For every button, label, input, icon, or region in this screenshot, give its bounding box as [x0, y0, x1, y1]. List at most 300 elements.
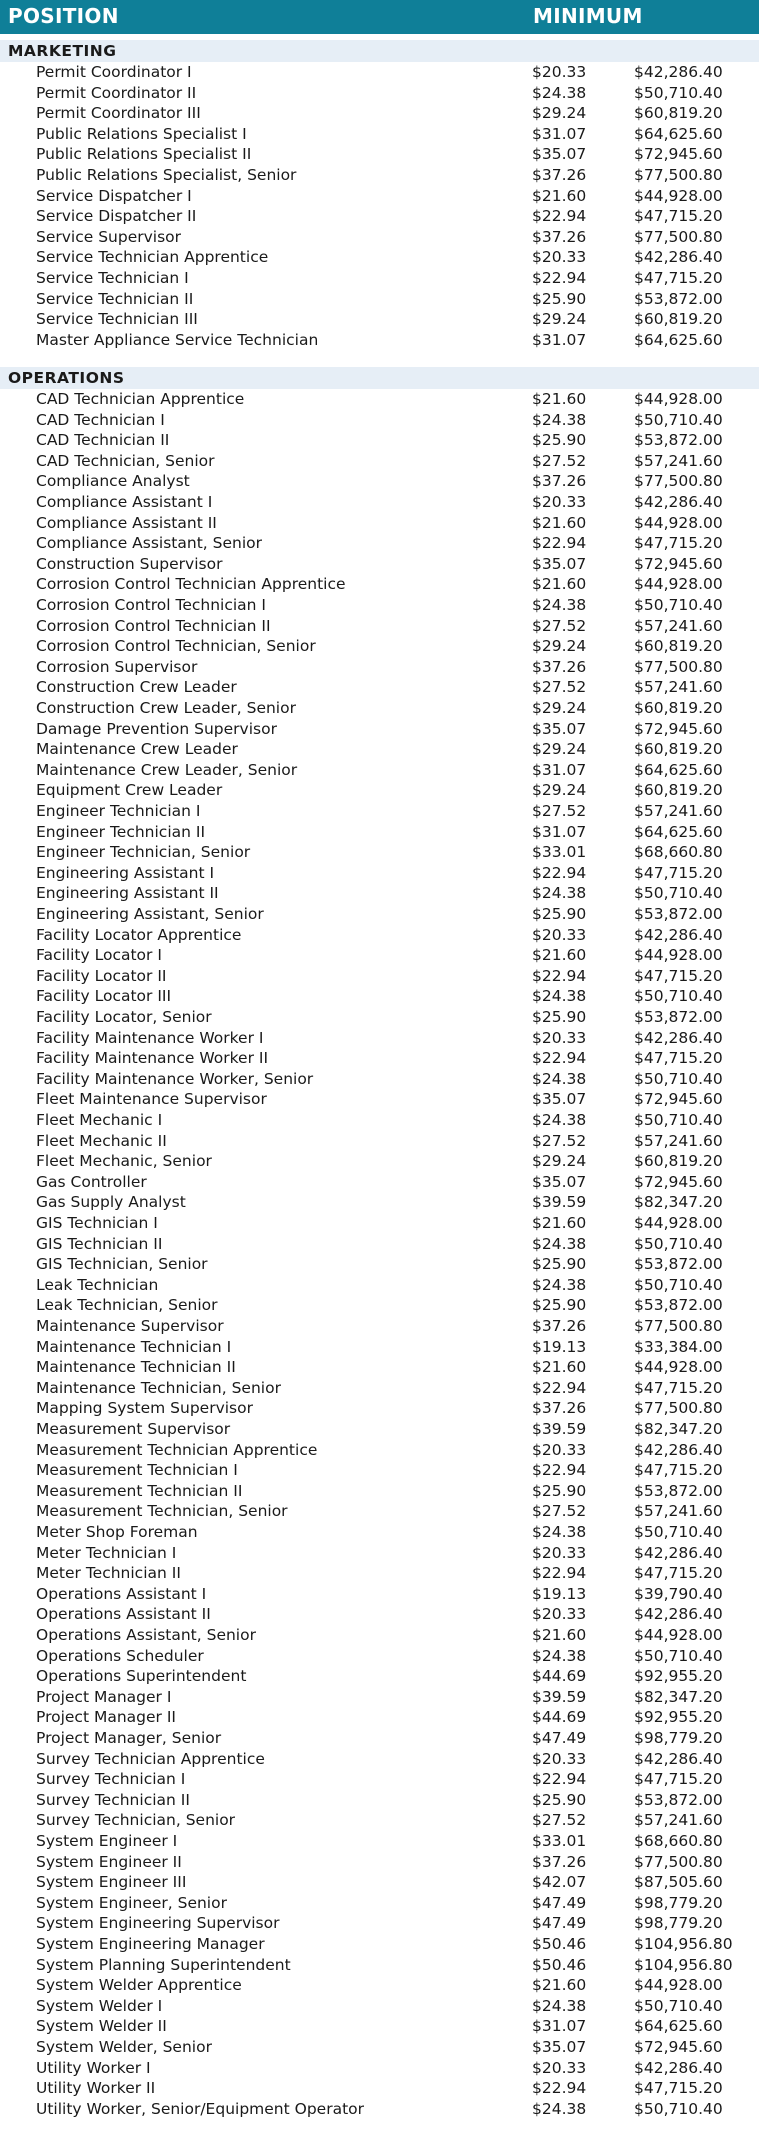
- section-heading: [0, 40, 759, 62]
- position-name: Service Technician II: [36, 289, 194, 308]
- hourly-minimum: $29.24: [532, 1152, 587, 1171]
- hourly-minimum: $25.90: [532, 1790, 587, 1809]
- annual-minimum: $68,660.80: [634, 1832, 723, 1850]
- position-name: System Planning Superintendent: [36, 1955, 291, 1974]
- position-name: Measurement Technician I: [36, 1461, 238, 1480]
- annual-minimum: $47,715.20: [634, 2079, 723, 2098]
- position-name: Project Manager II: [36, 1708, 176, 1727]
- position-name: Fleet Maintenance Supervisor: [36, 1090, 267, 1109]
- position-name: Facility Locator I: [36, 946, 162, 965]
- table-row: [0, 1378, 759, 1399]
- table-row: [0, 574, 759, 595]
- hourly-minimum: $33.01: [532, 843, 587, 862]
- annual-minimum: $77,500.80: [634, 166, 723, 184]
- table-row: [0, 739, 759, 760]
- annual-minimum: $87,505.60: [634, 1873, 723, 1892]
- table-row: [0, 657, 759, 678]
- annual-minimum: $50,710.40: [634, 410, 723, 429]
- table-row: [0, 1563, 759, 1584]
- table-row: [0, 289, 759, 310]
- annual-minimum: $50,710.40: [634, 1646, 723, 1665]
- table-row: [0, 1234, 759, 1255]
- annual-minimum: $53,872.00: [634, 289, 723, 308]
- annual-minimum: $77,500.80: [634, 1317, 723, 1335]
- position-name: Compliance Assistant I: [36, 493, 213, 511]
- hourly-minimum: $22.94: [532, 1770, 587, 1789]
- position-name: System Engineer I: [36, 1832, 178, 1850]
- hourly-minimum: $21.60: [532, 186, 587, 205]
- position-name: Public Relations Specialist I: [36, 124, 247, 143]
- hourly-minimum: $20.33: [532, 1028, 587, 1047]
- table-row: [0, 616, 759, 637]
- annual-minimum: $50,710.40: [634, 1275, 723, 1294]
- table-row: [0, 533, 759, 554]
- position-name: Public Relations Specialist II: [36, 145, 252, 164]
- position-name: Measurement Technician Apprentice: [36, 1440, 318, 1459]
- hourly-minimum: $27.52: [532, 1502, 587, 1521]
- table-row: [0, 945, 759, 966]
- position-name: Facility Maintenance Worker I: [36, 1028, 264, 1047]
- position-name: Operations Assistant, Senior: [36, 1626, 256, 1644]
- hourly-minimum: $19.13: [532, 1337, 587, 1356]
- table-row: [0, 780, 759, 801]
- hourly-minimum: $47.49: [532, 1729, 587, 1747]
- hourly-minimum: $24.38: [532, 884, 587, 903]
- table-row: [0, 1543, 759, 1564]
- annual-minimum: $50,710.40: [634, 596, 723, 614]
- table-row: [0, 247, 759, 268]
- annual-minimum: $42,286.40: [634, 1440, 723, 1459]
- table-row: [0, 1810, 759, 1831]
- table-row: [0, 1790, 759, 1811]
- table-row: [0, 1604, 759, 1625]
- annual-minimum: $53,872.00: [634, 1296, 723, 1315]
- hourly-minimum: $29.24: [532, 740, 587, 759]
- hourly-minimum: $21.60: [532, 946, 587, 965]
- annual-minimum: $57,241.60: [634, 451, 723, 470]
- table-row: [0, 904, 759, 925]
- table-row: [0, 636, 759, 657]
- table-row: [0, 1131, 759, 1152]
- hourly-minimum: $20.33: [532, 1543, 587, 1562]
- position-name: System Engineering Manager: [36, 1935, 265, 1953]
- table-row: [0, 1110, 759, 1131]
- annual-minimum: $50,710.40: [634, 2099, 723, 2118]
- hourly-minimum: $20.33: [532, 1440, 587, 1459]
- position-name: Survey Technician II: [36, 1790, 190, 1809]
- position-name: Service Technician III: [36, 310, 198, 329]
- hourly-minimum: $20.33: [532, 1749, 587, 1768]
- position-name: Service Dispatcher II: [36, 207, 197, 226]
- annual-minimum: $42,286.40: [634, 925, 723, 944]
- annual-minimum: $50,710.40: [634, 1069, 723, 1088]
- annual-minimum: $64,625.60: [634, 2017, 723, 2036]
- table-row: [0, 1398, 759, 1419]
- table-row: [0, 83, 759, 104]
- annual-minimum: $60,819.20: [634, 637, 723, 656]
- position-name: Corrosion Control Technician, Senior: [36, 637, 316, 656]
- annual-minimum: $92,955.20: [634, 1667, 723, 1686]
- position-name: System Engineering Supervisor: [36, 1914, 280, 1933]
- table-row: [0, 822, 759, 843]
- hourly-minimum: $50.46: [532, 1955, 587, 1974]
- position-name: Engineer Technician I: [36, 802, 201, 820]
- annual-minimum: $104,956.80: [634, 1935, 733, 1953]
- annual-minimum: $98,779.20: [634, 1893, 723, 1912]
- table-row: [0, 513, 759, 534]
- hourly-minimum: $24.38: [532, 1646, 587, 1665]
- table-row: [0, 1151, 759, 1172]
- position-name: Measurement Technician II: [36, 1481, 243, 1500]
- table-row: [0, 986, 759, 1007]
- table-row: [0, 2078, 759, 2099]
- annual-minimum: $77,500.80: [634, 227, 723, 246]
- table-row: [0, 1728, 759, 1749]
- hourly-minimum: $33.01: [532, 1832, 587, 1850]
- annual-minimum: $50,710.40: [634, 1234, 723, 1253]
- section-heading: [0, 367, 759, 389]
- hourly-minimum: $20.33: [532, 63, 587, 81]
- position-name: System Welder I: [36, 1996, 163, 2015]
- position-name: Project Manager, Senior: [36, 1729, 222, 1747]
- hourly-minimum: $29.24: [532, 310, 587, 329]
- hourly-minimum: $35.07: [532, 719, 587, 738]
- position-name: Corrosion Control Technician II: [36, 616, 271, 635]
- annual-minimum: $64,625.60: [634, 330, 723, 349]
- annual-minimum: $57,241.60: [634, 1811, 723, 1830]
- hourly-minimum: $21.60: [532, 575, 587, 594]
- annual-minimum: $47,715.20: [634, 269, 723, 287]
- annual-minimum: $64,625.60: [634, 760, 723, 779]
- position-name: Engineer Technician, Senior: [36, 843, 251, 862]
- table-row: [0, 2016, 759, 2037]
- hourly-minimum: $24.38: [532, 1069, 587, 1088]
- annual-minimum: $60,819.20: [634, 310, 723, 329]
- annual-minimum: $53,872.00: [634, 1008, 723, 1026]
- table-row: [0, 1584, 759, 1605]
- hourly-minimum: $44.69: [532, 1708, 587, 1727]
- position-name: Operations Assistant II: [36, 1605, 211, 1624]
- hourly-minimum: $21.60: [532, 513, 587, 532]
- position-name: Maintenance Technician, Senior: [36, 1378, 281, 1397]
- hourly-minimum: $27.52: [532, 802, 587, 820]
- position-name: GIS Technician I: [36, 1214, 158, 1232]
- position-name: Maintenance Crew Leader, Senior: [36, 760, 298, 779]
- hourly-minimum: $27.52: [532, 451, 587, 470]
- annual-minimum: $98,779.20: [634, 1914, 723, 1933]
- hourly-minimum: $20.33: [532, 2058, 587, 2077]
- hourly-minimum: $29.24: [532, 699, 587, 717]
- hourly-minimum: $44.69: [532, 1667, 587, 1686]
- position-name: Permit Coordinator II: [36, 83, 197, 102]
- hourly-minimum: $24.38: [532, 83, 587, 102]
- hourly-minimum: $42.07: [532, 1873, 587, 1892]
- table-row: [0, 2037, 759, 2058]
- hourly-minimum: $31.07: [532, 760, 587, 779]
- hourly-minimum: $37.26: [532, 227, 587, 246]
- table-row: [0, 760, 759, 781]
- hourly-minimum: $29.24: [532, 104, 587, 123]
- table-row: [0, 1295, 759, 1316]
- position-name: Project Manager I: [36, 1687, 172, 1706]
- hourly-minimum: $20.33: [532, 248, 587, 267]
- hourly-minimum: $37.26: [532, 166, 587, 184]
- annual-minimum: $50,710.40: [634, 987, 723, 1006]
- position-name: Meter Technician II: [36, 1564, 181, 1583]
- table-row: [0, 1316, 759, 1337]
- hourly-minimum: $25.90: [532, 289, 587, 308]
- hourly-minimum: $24.38: [532, 987, 587, 1006]
- hourly-minimum: $22.94: [532, 1461, 587, 1480]
- hourly-minimum: $22.94: [532, 269, 587, 287]
- hourly-minimum: $20.33: [532, 493, 587, 511]
- table-row: [0, 1893, 759, 1914]
- position-name: Fleet Mechanic I: [36, 1111, 163, 1129]
- table-row: [0, 925, 759, 946]
- hourly-minimum: $22.94: [532, 1564, 587, 1583]
- table-row: [0, 309, 759, 330]
- minimum-column-header: MINIMUM: [533, 4, 643, 28]
- position-name: CAD Technician II: [36, 431, 170, 450]
- annual-minimum: $77,500.80: [634, 1399, 723, 1418]
- annual-minimum: $50,710.40: [634, 1111, 723, 1129]
- annual-minimum: $68,660.80: [634, 843, 723, 862]
- position-name: Operations Scheduler: [36, 1646, 204, 1665]
- hourly-minimum: $35.07: [532, 554, 587, 573]
- table-row: [0, 1996, 759, 2017]
- annual-minimum: $44,928.00: [634, 186, 723, 205]
- hourly-minimum: $19.13: [532, 1584, 587, 1603]
- annual-minimum: $104,956.80: [634, 1955, 733, 1974]
- table-row: [0, 268, 759, 289]
- position-name: Permit Coordinator III: [36, 104, 201, 123]
- hourly-minimum: $47.49: [532, 1914, 587, 1933]
- annual-minimum: $47,715.20: [634, 966, 723, 985]
- position-name: Maintenance Supervisor: [36, 1317, 224, 1335]
- position-name: Construction Crew Leader, Senior: [36, 699, 296, 717]
- table-row: [0, 1707, 759, 1728]
- annual-minimum: $44,928.00: [634, 575, 723, 594]
- annual-minimum: $92,955.20: [634, 1708, 723, 1727]
- annual-minimum: $72,945.60: [634, 1172, 723, 1191]
- position-name: Engineering Assistant II: [36, 884, 219, 903]
- position-name: Compliance Assistant II: [36, 513, 217, 532]
- section-title: OPERATIONS: [8, 369, 125, 387]
- hourly-minimum: $25.90: [532, 1481, 587, 1500]
- hourly-minimum: $27.52: [532, 616, 587, 635]
- table-row: [0, 1028, 759, 1049]
- annual-minimum: $77,500.80: [634, 1852, 723, 1871]
- hourly-minimum: $37.26: [532, 1852, 587, 1871]
- position-name: Corrosion Control Technician Apprentice: [36, 575, 346, 594]
- position-name: Engineering Assistant, Senior: [36, 905, 264, 923]
- position-name: Fleet Mechanic, Senior: [36, 1152, 212, 1171]
- table-row: [0, 801, 759, 822]
- annual-minimum: $39,790.40: [634, 1584, 723, 1603]
- annual-minimum: $44,928.00: [634, 390, 723, 408]
- position-name: System Engineer, Senior: [36, 1893, 227, 1912]
- annual-minimum: $82,347.20: [634, 1193, 723, 1212]
- annual-minimum: $44,928.00: [634, 1358, 723, 1377]
- hourly-minimum: $39.59: [532, 1420, 587, 1438]
- annual-minimum: $60,819.20: [634, 1152, 723, 1171]
- position-name: Engineering Assistant I: [36, 863, 215, 882]
- hourly-minimum: $22.94: [532, 207, 587, 226]
- position-name: Utility Worker I: [36, 2058, 151, 2077]
- annual-minimum: $57,241.60: [634, 1131, 723, 1150]
- position-name: Operations Superintendent: [36, 1667, 247, 1686]
- table-row: [0, 1769, 759, 1790]
- annual-minimum: $44,928.00: [634, 946, 723, 965]
- hourly-minimum: $20.33: [532, 925, 587, 944]
- position-name: Mapping System Supervisor: [36, 1399, 253, 1418]
- hourly-minimum: $24.38: [532, 1275, 587, 1294]
- annual-minimum: $44,928.00: [634, 1214, 723, 1232]
- hourly-minimum: $22.94: [532, 863, 587, 882]
- annual-minimum: $72,945.60: [634, 145, 723, 164]
- hourly-minimum: $37.26: [532, 1399, 587, 1418]
- table-row: [0, 1048, 759, 1069]
- table-row: [0, 842, 759, 863]
- position-name: Facility Locator II: [36, 966, 167, 985]
- hourly-minimum: $39.59: [532, 1193, 587, 1212]
- hourly-minimum: $21.60: [532, 1214, 587, 1232]
- hourly-minimum: $24.38: [532, 1996, 587, 2015]
- position-name: Master Appliance Service Technician: [36, 330, 319, 349]
- table-row: [0, 1955, 759, 1976]
- annual-minimum: $47,715.20: [634, 534, 723, 553]
- table-row: [0, 330, 759, 351]
- table-row: [0, 863, 759, 884]
- annual-minimum: $42,286.40: [634, 248, 723, 267]
- position-name: System Welder Apprentice: [36, 1976, 242, 1995]
- table-row: [0, 1007, 759, 1028]
- table-row: [0, 719, 759, 740]
- position-name: System Engineer III: [36, 1873, 187, 1892]
- hourly-minimum: $22.94: [532, 2079, 587, 2098]
- annual-minimum: $60,819.20: [634, 104, 723, 123]
- annual-minimum: $50,710.40: [634, 884, 723, 903]
- hourly-minimum: $21.60: [532, 1976, 587, 1995]
- table-row: [0, 677, 759, 698]
- position-column-header: POSITION: [8, 4, 119, 28]
- annual-minimum: $42,286.40: [634, 1605, 723, 1624]
- hourly-minimum: $37.26: [532, 1317, 587, 1335]
- annual-minimum: $82,347.20: [634, 1420, 723, 1438]
- hourly-minimum: $24.38: [532, 1111, 587, 1129]
- table-row: [0, 1481, 759, 1502]
- hourly-minimum: $27.52: [532, 678, 587, 697]
- position-name: Meter Technician I: [36, 1543, 177, 1562]
- table-row: [0, 883, 759, 904]
- annual-minimum: $72,945.60: [634, 1090, 723, 1109]
- hourly-minimum: $24.38: [532, 2099, 587, 2118]
- table-row: [0, 1872, 759, 1893]
- table-row: [0, 1069, 759, 1090]
- hourly-minimum: $22.94: [532, 966, 587, 985]
- table-row: [0, 1687, 759, 1708]
- position-name: Survey Technician Apprentice: [36, 1749, 265, 1768]
- annual-minimum: $72,945.60: [634, 2038, 723, 2056]
- annual-minimum: $42,286.40: [634, 493, 723, 511]
- table-row: [0, 227, 759, 248]
- annual-minimum: $64,625.60: [634, 124, 723, 143]
- position-name: System Welder II: [36, 2017, 167, 2036]
- position-name: GIS Technician, Senior: [36, 1255, 208, 1274]
- annual-minimum: $50,710.40: [634, 1996, 723, 2015]
- hourly-minimum: $21.60: [532, 390, 587, 408]
- annual-minimum: $98,779.20: [634, 1729, 723, 1747]
- hourly-minimum: $50.46: [532, 1935, 587, 1953]
- position-name: System Engineer II: [36, 1852, 182, 1871]
- table-row: [0, 124, 759, 145]
- annual-minimum: $53,872.00: [634, 1481, 723, 1500]
- annual-minimum: $57,241.60: [634, 1502, 723, 1521]
- position-name: Operations Assistant I: [36, 1584, 207, 1603]
- position-name: Public Relations Specialist, Senior: [36, 166, 297, 184]
- table-row: [0, 165, 759, 186]
- annual-minimum: $53,872.00: [634, 431, 723, 450]
- annual-minimum: $82,347.20: [634, 1687, 723, 1706]
- hourly-minimum: $27.52: [532, 1131, 587, 1150]
- table-row: [0, 1831, 759, 1852]
- hourly-minimum: $29.24: [532, 781, 587, 800]
- table-row: [0, 1089, 759, 1110]
- position-name: Survey Technician, Senior: [36, 1811, 236, 1830]
- annual-minimum: $60,819.20: [634, 740, 723, 759]
- position-name: Leak Technician, Senior: [36, 1296, 218, 1315]
- hourly-minimum: $25.90: [532, 905, 587, 923]
- hourly-minimum: $24.38: [532, 1234, 587, 1253]
- annual-minimum: $77,500.80: [634, 472, 723, 491]
- table-row: [0, 62, 759, 83]
- hourly-minimum: $20.33: [532, 1605, 587, 1624]
- table-row: [0, 471, 759, 492]
- position-name: CAD Technician Apprentice: [36, 390, 245, 408]
- position-name: Utility Worker, Senior/Equipment Operator: [36, 2099, 365, 2118]
- position-name: Damage Prevention Supervisor: [36, 719, 277, 738]
- hourly-minimum: $25.90: [532, 1255, 587, 1274]
- table-row: [0, 144, 759, 165]
- position-name: Service Technician Apprentice: [36, 248, 269, 267]
- table-row: [0, 1646, 759, 1667]
- annual-minimum: $57,241.60: [634, 616, 723, 635]
- position-name: Gas Controller: [36, 1172, 147, 1191]
- annual-minimum: $50,710.40: [634, 83, 723, 102]
- annual-minimum: $50,710.40: [634, 1523, 723, 1541]
- annual-minimum: $44,928.00: [634, 1626, 723, 1644]
- position-name: Maintenance Technician I: [36, 1337, 232, 1356]
- position-name: Gas Supply Analyst: [36, 1193, 186, 1212]
- annual-minimum: $47,715.20: [634, 1049, 723, 1068]
- table-row: [0, 554, 759, 575]
- position-name: Corrosion Supervisor: [36, 657, 198, 676]
- hourly-minimum: $35.07: [532, 1090, 587, 1109]
- position-name: Utility Worker II: [36, 2079, 156, 2098]
- position-name: System Welder, Senior: [36, 2038, 212, 2056]
- hourly-minimum: $37.26: [532, 657, 587, 676]
- hourly-minimum: $25.90: [532, 431, 587, 450]
- table-header: [0, 0, 759, 34]
- position-name: Construction Crew Leader: [36, 678, 237, 697]
- table-row: [0, 389, 759, 410]
- annual-minimum: $42,286.40: [634, 1749, 723, 1768]
- hourly-minimum: $35.07: [532, 2038, 587, 2056]
- annual-minimum: $60,819.20: [634, 781, 723, 800]
- position-name: Service Supervisor: [36, 227, 182, 246]
- hourly-minimum: $22.94: [532, 534, 587, 553]
- table-row: [0, 1254, 759, 1275]
